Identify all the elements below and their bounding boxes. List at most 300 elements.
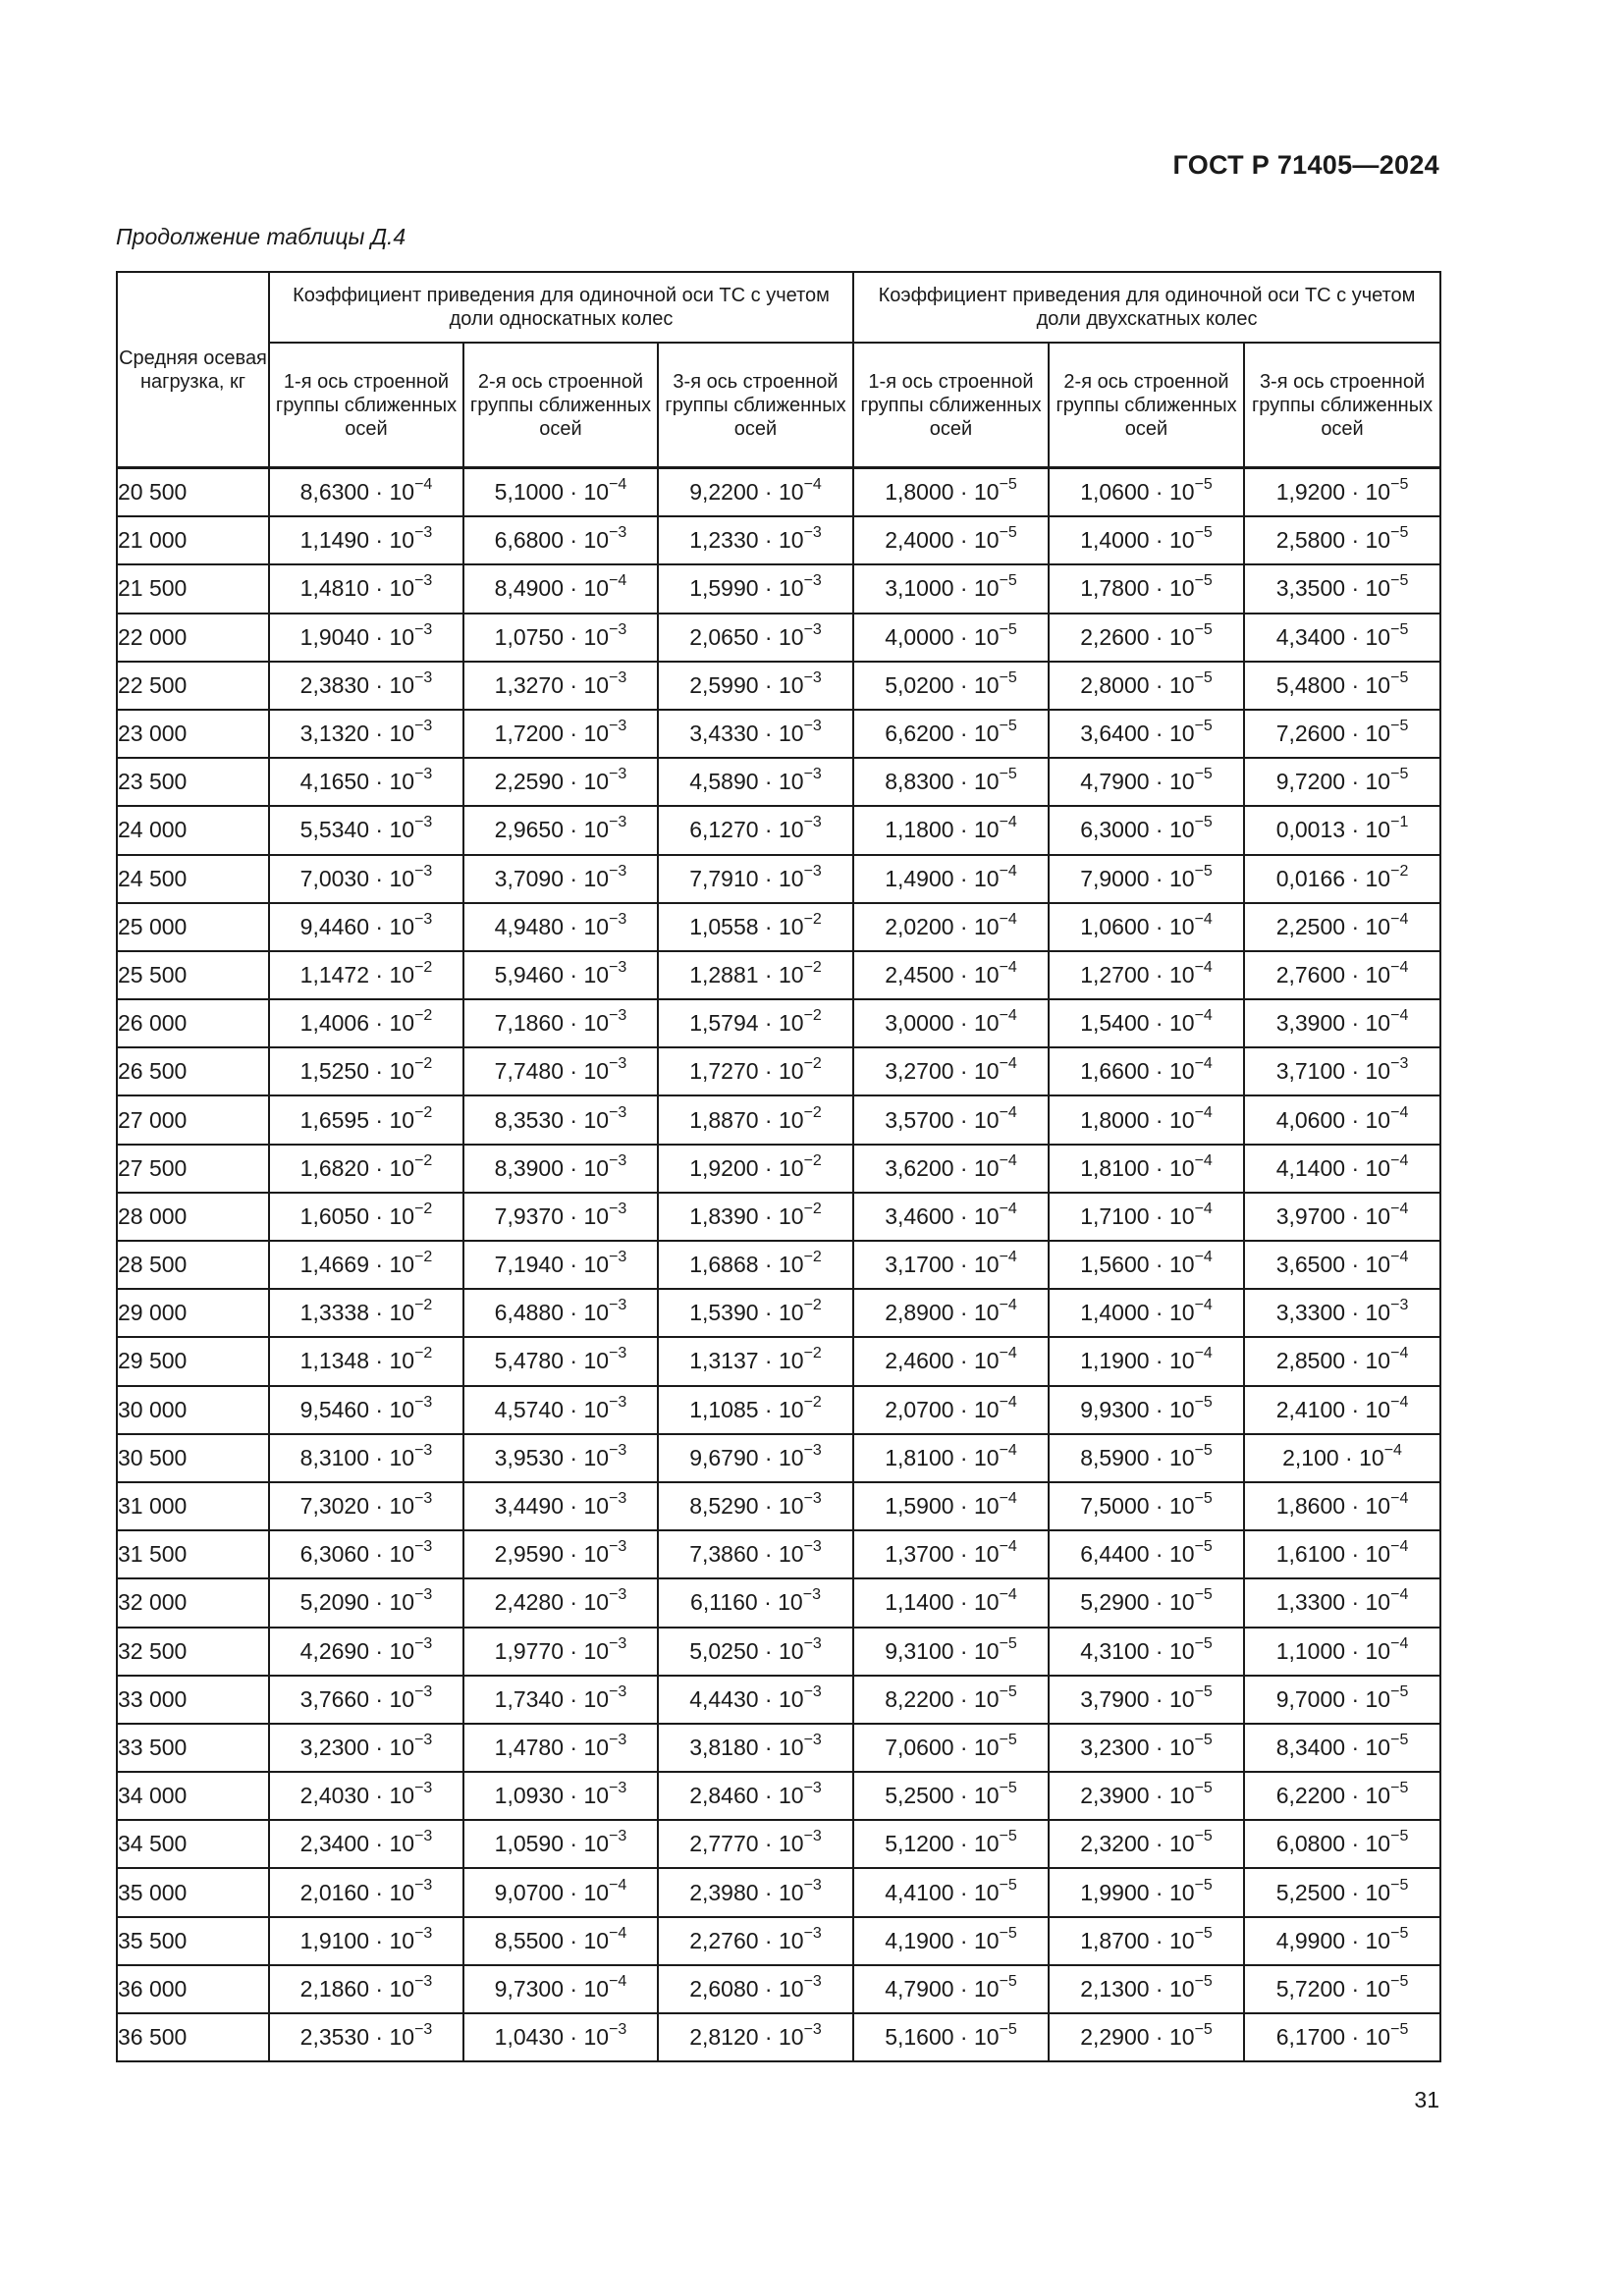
coefficient-exponent: −3 bbox=[803, 572, 822, 590]
coefficient-exponent: −5 bbox=[1390, 766, 1409, 783]
coefficient-cell: $5,1000 \cdot 10^{-4}$ bbox=[463, 468, 658, 517]
coefficient-exponent: −2 bbox=[803, 958, 822, 976]
coefficient-cell: $2,3400 \cdot 10^{-3}$ bbox=[269, 1820, 463, 1868]
coefficient-exponent: −5 bbox=[999, 1972, 1017, 1990]
coefficient-mantissa: 1,3270 bbox=[494, 671, 565, 698]
coefficient-cell: $1,7340 \cdot 10^{-3}$ bbox=[463, 1676, 658, 1724]
coefficient-mantissa: 5,4780 bbox=[494, 1348, 565, 1374]
coefficient-exponent: −4 bbox=[999, 862, 1017, 880]
coefficient-cell: $4,7900 \cdot 10^{-5}$ bbox=[853, 1965, 1049, 2013]
coefficient-mantissa: 9,2200 bbox=[689, 479, 759, 506]
coefficient-cell: $7,9000 \cdot 10^{-5}$ bbox=[1049, 855, 1244, 903]
table-row bbox=[117, 1241, 1440, 1289]
coefficient-cell: $3,2300 \cdot 10^{-3}$ bbox=[269, 1724, 463, 1772]
coefficient-mantissa: 2,4100 bbox=[1275, 1396, 1346, 1422]
coefficient-exponent: −2 bbox=[414, 958, 433, 976]
table-row bbox=[117, 516, 1440, 564]
coefficient-cell: $1,1900 \cdot 10^{-4}$ bbox=[1049, 1337, 1244, 1385]
coefficient-mantissa: 5,5340 bbox=[299, 817, 370, 843]
coefficient-exponent: −5 bbox=[1194, 668, 1213, 686]
coefficient-exponent: −3 bbox=[803, 766, 822, 783]
coefficient-mantissa: 1,1900 bbox=[1080, 1348, 1150, 1374]
coefficient-mantissa: 9,6790 bbox=[689, 1444, 759, 1470]
coefficient-cell: $9,7300 \cdot 10^{-4}$ bbox=[463, 1965, 658, 2013]
coefficient-cell: $7,1940 \cdot 10^{-3}$ bbox=[463, 1241, 658, 1289]
coefficient-exponent: −4 bbox=[999, 958, 1017, 976]
coefficient-cell: $1,7100 \cdot 10^{-4}$ bbox=[1049, 1193, 1244, 1241]
table-row bbox=[117, 1482, 1440, 1530]
coefficient-exponent: −3 bbox=[414, 668, 433, 686]
coefficient-mantissa: 9,0700 bbox=[494, 1879, 565, 1905]
coefficient-mantissa: 8,8300 bbox=[885, 769, 954, 795]
coefficient-exponent: −5 bbox=[1194, 1538, 1213, 1556]
coefficient-cell: $5,4800 \cdot 10^{-5}$ bbox=[1244, 662, 1440, 710]
table-row bbox=[117, 1772, 1440, 1820]
table-row bbox=[117, 614, 1440, 662]
coefficient-cell: $6,1160 \cdot 10^{-3}$ bbox=[658, 1578, 853, 1627]
coefficient-exponent: −4 bbox=[803, 476, 822, 494]
axle-load-cell: 28 000 bbox=[117, 1193, 269, 1241]
coefficient-cell: $7,3860 \cdot 10^{-3}$ bbox=[658, 1530, 853, 1578]
coefficient-exponent: −5 bbox=[999, 1634, 1017, 1652]
coefficient-cell: $4,1400 \cdot 10^{-4}$ bbox=[1244, 1145, 1440, 1193]
coefficient-cell: $5,0250 \cdot 10^{-3}$ bbox=[658, 1628, 853, 1676]
coefficient-mantissa: 3,4490 bbox=[494, 1493, 565, 1520]
coefficient-mantissa: 3,1000 bbox=[885, 575, 954, 602]
coefficient-cell: $4,0600 \cdot 10^{-4}$ bbox=[1244, 1095, 1440, 1144]
coefficient-cell: $1,6820 \cdot 10^{-2}$ bbox=[269, 1145, 463, 1193]
coefficient-mantissa: 2,0700 bbox=[885, 1396, 954, 1422]
table-row bbox=[117, 1145, 1440, 1193]
coefficient-exponent: −2 bbox=[803, 1200, 822, 1217]
axle-load-cell: 30 500 bbox=[117, 1434, 269, 1482]
coefficient-exponent: −2 bbox=[414, 1200, 433, 1217]
coefficient-cell: $1,1000 \cdot 10^{-4}$ bbox=[1244, 1628, 1440, 1676]
coefficient-mantissa: 1,0930 bbox=[494, 1783, 565, 1809]
coefficient-cell: $3,2300 \cdot 10^{-5}$ bbox=[1049, 1724, 1244, 1772]
coefficient-mantissa: 2,7770 bbox=[689, 1831, 759, 1857]
coefficient-cell: $1,6600 \cdot 10^{-4}$ bbox=[1049, 1047, 1244, 1095]
coefficient-cell: $8,3400 \cdot 10^{-5}$ bbox=[1244, 1724, 1440, 1772]
coefficient-mantissa: 5,2900 bbox=[1080, 1589, 1150, 1616]
coefficient-mantissa: 4,5890 bbox=[689, 769, 759, 795]
coefficient-cell: $3,9700 \cdot 10^{-4}$ bbox=[1244, 1193, 1440, 1241]
axle-load-cell: 22 000 bbox=[117, 614, 269, 662]
coefficient-cell: $1,5250 \cdot 10^{-2}$ bbox=[269, 1047, 463, 1095]
coefficient-mantissa: 4,5740 bbox=[494, 1396, 565, 1422]
coefficient-cell: $4,5890 \cdot 10^{-3}$ bbox=[658, 758, 853, 806]
coefficient-mantissa: 4,7900 bbox=[1080, 769, 1150, 795]
table-body bbox=[117, 468, 1440, 2062]
coefficient-cell: $5,0200 \cdot 10^{-5}$ bbox=[853, 662, 1049, 710]
coefficient-exponent: −3 bbox=[803, 524, 822, 542]
axle-load-cell: 32 500 bbox=[117, 1628, 269, 1676]
coefficient-exponent: −2 bbox=[803, 1345, 822, 1362]
coefficient-exponent: −5 bbox=[1194, 1634, 1213, 1652]
coefficient-mantissa: 5,4800 bbox=[1275, 671, 1346, 698]
coefficient-exponent: −2 bbox=[1390, 862, 1409, 880]
coefficient-exponent: −4 bbox=[999, 1151, 1017, 1169]
coefficient-cell: $7,2600 \cdot 10^{-5}$ bbox=[1244, 710, 1440, 758]
coefficient-exponent: −4 bbox=[1194, 1200, 1213, 1217]
coefficient-mantissa: 8,5290 bbox=[689, 1493, 759, 1520]
coefficient-mantissa: 2,5800 bbox=[1275, 527, 1346, 554]
coefficient-cell: $2,6080 \cdot 10^{-3}$ bbox=[658, 1965, 853, 2013]
coefficient-mantissa: 4,7900 bbox=[885, 1975, 954, 2002]
coefficient-mantissa: 3,9700 bbox=[1275, 1202, 1346, 1229]
coefficient-exponent: −2 bbox=[803, 1055, 822, 1073]
axle-column-header: 2-я ось строенной группы сближенных осей bbox=[1049, 343, 1244, 468]
coefficient-cell: $1,1800 \cdot 10^{-4}$ bbox=[853, 806, 1049, 854]
coefficient-mantissa: 1,8000 bbox=[885, 479, 954, 506]
coefficient-cell: $3,6500 \cdot 10^{-4}$ bbox=[1244, 1241, 1440, 1289]
coefficient-cell: $2,0650 \cdot 10^{-3}$ bbox=[658, 614, 853, 662]
coefficient-cell: $7,7910 \cdot 10^{-3}$ bbox=[658, 855, 853, 903]
coefficient-exponent: −5 bbox=[1194, 718, 1213, 735]
coefficient-mantissa: 1,5600 bbox=[1080, 1252, 1150, 1278]
axle-load-cell: 32 000 bbox=[117, 1578, 269, 1627]
coefficient-mantissa: 1,5990 bbox=[689, 575, 759, 602]
coefficient-exponent: −3 bbox=[803, 1972, 822, 1990]
coefficient-exponent: −2 bbox=[414, 1151, 433, 1169]
coefficient-cell: $1,7800 \cdot 10^{-5}$ bbox=[1049, 564, 1244, 613]
coefficient-mantissa: 2,0650 bbox=[689, 623, 759, 650]
coefficient-mantissa: 2,9590 bbox=[494, 1541, 565, 1568]
coefficient-cell: $1,9100 \cdot 10^{-3}$ bbox=[269, 1917, 463, 1965]
coefficient-mantissa: 3,7900 bbox=[1080, 1685, 1150, 1712]
coefficient-mantissa: 2,4000 bbox=[885, 527, 954, 554]
coefficient-mantissa: 9,3100 bbox=[885, 1637, 954, 1664]
coefficient-cell: $1,8390 \cdot 10^{-2}$ bbox=[658, 1193, 853, 1241]
coefficient-mantissa: 6,2200 bbox=[1275, 1783, 1346, 1809]
coefficient-mantissa: 3,7100 bbox=[1275, 1058, 1346, 1085]
axle-load-cell: 23 000 bbox=[117, 710, 269, 758]
coefficient-cell: $1,0600 \cdot 10^{-5}$ bbox=[1049, 468, 1244, 517]
coefficient-cell: $6,1270 \cdot 10^{-3}$ bbox=[658, 806, 853, 854]
coefficient-mantissa: 5,7200 bbox=[1275, 1975, 1346, 2002]
coefficient-exponent: −3 bbox=[803, 814, 822, 831]
coefficient-exponent: −3 bbox=[803, 1876, 822, 1894]
axle-load-cell: 24 000 bbox=[117, 806, 269, 854]
coefficient-mantissa: 1,8600 bbox=[1275, 1493, 1346, 1520]
coefficient-cell: $5,4780 \cdot 10^{-3}$ bbox=[463, 1337, 658, 1385]
coefficient-exponent: −5 bbox=[1194, 1924, 1213, 1942]
coefficient-mantissa: 1,1000 bbox=[1275, 1637, 1346, 1664]
coefficient-exponent: −4 bbox=[1390, 1249, 1409, 1266]
table-row bbox=[117, 1337, 1440, 1385]
coefficient-mantissa: 8,3530 bbox=[494, 1106, 565, 1133]
axle-load-cell: 20 500 bbox=[117, 468, 269, 517]
coefficient-cell: $4,1650 \cdot 10^{-3}$ bbox=[269, 758, 463, 806]
coefficient-mantissa: 1,4000 bbox=[1080, 1300, 1150, 1326]
coefficient-exponent: −5 bbox=[999, 1780, 1017, 1797]
coefficient-cell: $2,8000 \cdot 10^{-5}$ bbox=[1049, 662, 1244, 710]
coefficient-exponent: −3 bbox=[414, 620, 433, 638]
coefficient-mantissa: 2,3400 bbox=[299, 1831, 370, 1857]
coefficient-mantissa: 2,100 bbox=[1282, 1444, 1339, 1470]
coefficient-mantissa: 1,4000 bbox=[1080, 527, 1150, 554]
coefficient-exponent: −4 bbox=[1194, 1151, 1213, 1169]
coefficient-exponent: −2 bbox=[414, 1345, 433, 1362]
coefficient-cell: $2,1860 \cdot 10^{-3}$ bbox=[269, 1965, 463, 2013]
coefficient-cell: $1,5390 \cdot 10^{-2}$ bbox=[658, 1289, 853, 1337]
coefficient-mantissa: 3,1320 bbox=[299, 721, 370, 747]
coefficient-cell: $2,5800 \cdot 10^{-5}$ bbox=[1244, 516, 1440, 564]
coefficient-cell: $1,9200 \cdot 10^{-2}$ bbox=[658, 1145, 853, 1193]
coefficient-exponent: −3 bbox=[609, 668, 627, 686]
coefficient-cell: $1,2881 \cdot 10^{-2}$ bbox=[658, 951, 853, 999]
coefficient-exponent: −4 bbox=[999, 1345, 1017, 1362]
coefficient-exponent: −3 bbox=[803, 1682, 822, 1700]
coefficient-mantissa: 3,6500 bbox=[1275, 1252, 1346, 1278]
axle-column-header: 1-я ось строенной группы сближенных осей bbox=[853, 343, 1049, 468]
coefficient-mantissa: 2,3830 bbox=[299, 671, 370, 698]
coefficient-mantissa: 1,5400 bbox=[1080, 1010, 1150, 1037]
coefficient-exponent: −5 bbox=[1194, 476, 1213, 494]
coefficient-cell: $1,1348 \cdot 10^{-2}$ bbox=[269, 1337, 463, 1385]
coefficient-cell: $1,9900 \cdot 10^{-5}$ bbox=[1049, 1868, 1244, 1916]
coefficient-cell: $5,5340 \cdot 10^{-3}$ bbox=[269, 806, 463, 854]
coefficient-cell: $3,7900 \cdot 10^{-5}$ bbox=[1049, 1676, 1244, 1724]
coefficient-exponent: −4 bbox=[999, 1393, 1017, 1411]
page-number: 31 bbox=[1414, 2087, 1439, 2112]
coefficient-cell: $4,2690 \cdot 10^{-3}$ bbox=[269, 1628, 463, 1676]
coefficient-mantissa: 1,6868 bbox=[689, 1252, 759, 1278]
coefficient-exponent: −4 bbox=[999, 814, 1017, 831]
coefficient-cell: $2,0200 \cdot 10^{-4}$ bbox=[853, 903, 1049, 951]
coefficient-cell: $2,2500 \cdot 10^{-4}$ bbox=[1244, 903, 1440, 951]
coefficient-exponent: −3 bbox=[609, 910, 627, 928]
coefficient-exponent: −4 bbox=[1194, 1345, 1213, 1362]
coefficient-mantissa: 1,4006 bbox=[299, 1010, 370, 1037]
coefficient-exponent: −2 bbox=[803, 1007, 822, 1025]
coefficient-mantissa: 3,1700 bbox=[885, 1252, 954, 1278]
coefficient-exponent: −5 bbox=[1390, 620, 1409, 638]
coefficient-cell: $1,4669 \cdot 10^{-2}$ bbox=[269, 1241, 463, 1289]
coefficient-exponent: −3 bbox=[414, 1780, 433, 1797]
coefficient-exponent: −2 bbox=[803, 910, 822, 928]
coefficient-mantissa: 1,7800 bbox=[1080, 575, 1150, 602]
coefficient-exponent: −4 bbox=[999, 1007, 1017, 1025]
coefficient-exponent: −3 bbox=[609, 1731, 627, 1748]
coefficient-exponent: −4 bbox=[1194, 910, 1213, 928]
coefficient-cell: $2,0700 \cdot 10^{-4}$ bbox=[853, 1386, 1049, 1434]
axle-load-cell: 28 500 bbox=[117, 1241, 269, 1289]
coefficient-mantissa: 7,9370 bbox=[494, 1202, 565, 1229]
coefficient-cell: $1,5400 \cdot 10^{-4}$ bbox=[1049, 999, 1244, 1047]
coefficient-exponent: −4 bbox=[1390, 1151, 1409, 1169]
coefficient-cell: $4,7900 \cdot 10^{-5}$ bbox=[1049, 758, 1244, 806]
coefficient-mantissa: 1,1472 bbox=[299, 961, 370, 988]
coefficient-mantissa: 5,0250 bbox=[689, 1637, 759, 1664]
axle-load-cell: 21 000 bbox=[117, 516, 269, 564]
coefficient-cell: $7,9370 \cdot 10^{-3}$ bbox=[463, 1193, 658, 1241]
coefficient-cell: $1,0558 \cdot 10^{-2}$ bbox=[658, 903, 853, 951]
coefficient-exponent: −5 bbox=[999, 1876, 1017, 1894]
coefficient-mantissa: 1,0600 bbox=[1080, 479, 1150, 506]
coefficient-mantissa: 3,7660 bbox=[299, 1685, 370, 1712]
axle-load-cell: 31 000 bbox=[117, 1482, 269, 1530]
coefficient-exponent: −3 bbox=[414, 814, 433, 831]
coefficient-cell: $1,3137 \cdot 10^{-2}$ bbox=[658, 1337, 853, 1385]
coefficient-mantissa: 3,6400 bbox=[1080, 721, 1150, 747]
coefficient-mantissa: 1,0750 bbox=[494, 623, 565, 650]
axle-load-cell: 26 000 bbox=[117, 999, 269, 1047]
coefficient-exponent: −4 bbox=[1194, 1055, 1213, 1073]
coefficient-exponent: −3 bbox=[414, 524, 433, 542]
coefficient-cell: $1,7270 \cdot 10^{-2}$ bbox=[658, 1047, 853, 1095]
coefficient-exponent: −3 bbox=[609, 1682, 627, 1700]
coefficient-exponent: −5 bbox=[1194, 1490, 1213, 1508]
axle-load-cell: 35 000 bbox=[117, 1868, 269, 1916]
coefficient-exponent: −4 bbox=[1390, 1393, 1409, 1411]
coefficient-mantissa: 9,7300 bbox=[494, 1975, 565, 2002]
coefficient-cell: $4,3400 \cdot 10^{-5}$ bbox=[1244, 614, 1440, 662]
axle-load-cell: 27 500 bbox=[117, 1145, 269, 1193]
coefficient-cell: $3,4490 \cdot 10^{-3}$ bbox=[463, 1482, 658, 1530]
coefficient-mantissa: 4,9900 bbox=[1275, 1927, 1346, 1953]
table-row bbox=[117, 710, 1440, 758]
coefficient-cell: $0,0166 \cdot 10^{-2}$ bbox=[1244, 855, 1440, 903]
coefficient-cell: $3,7660 \cdot 10^{-3}$ bbox=[269, 1676, 463, 1724]
coefficient-exponent: −4 bbox=[1194, 1297, 1213, 1314]
coefficient-cell: $8,3530 \cdot 10^{-3}$ bbox=[463, 1095, 658, 1144]
coefficient-mantissa: 2,4500 bbox=[885, 961, 954, 988]
axle-load-cell: 34 500 bbox=[117, 1820, 269, 1868]
coefficient-exponent: −3 bbox=[803, 1441, 822, 1459]
coefficient-exponent: −3 bbox=[803, 1924, 822, 1942]
coefficient-cell: $2,0160 \cdot 10^{-3}$ bbox=[269, 1868, 463, 1916]
coefficient-mantissa: 6,0800 bbox=[1275, 1831, 1346, 1857]
coefficient-exponent: −3 bbox=[803, 668, 822, 686]
axle-load-cell: 24 500 bbox=[117, 855, 269, 903]
coefficient-mantissa: 2,3900 bbox=[1080, 1783, 1150, 1809]
coefficient-mantissa: 2,3200 bbox=[1080, 1831, 1150, 1857]
axle-load-cell: 34 000 bbox=[117, 1772, 269, 1820]
coefficient-exponent: −3 bbox=[414, 1972, 433, 1990]
coefficient-exponent: −3 bbox=[414, 862, 433, 880]
coefficient-exponent: −4 bbox=[999, 1103, 1017, 1121]
coefficient-cell: $4,4100 \cdot 10^{-5}$ bbox=[853, 1868, 1049, 1916]
coefficient-cell: $1,6595 \cdot 10^{-2}$ bbox=[269, 1095, 463, 1144]
coefficient-exponent: −2 bbox=[803, 1103, 822, 1121]
coefficient-cell: $1,4900 \cdot 10^{-4}$ bbox=[853, 855, 1049, 903]
coefficient-mantissa: 1,4810 bbox=[299, 575, 370, 602]
coefficient-cell: $3,1320 \cdot 10^{-3}$ bbox=[269, 710, 463, 758]
coefficient-cell: $1,4780 \cdot 10^{-3}$ bbox=[463, 1724, 658, 1772]
coefficient-exponent: −5 bbox=[1194, 1972, 1213, 1990]
coefficient-mantissa: 7,3020 bbox=[299, 1493, 370, 1520]
coefficient-mantissa: 5,2090 bbox=[299, 1589, 370, 1616]
coefficient-cell: $2,3530 \cdot 10^{-3}$ bbox=[269, 2013, 463, 2061]
coefficient-mantissa: 3,7090 bbox=[494, 865, 565, 891]
coefficient-exponent: −5 bbox=[1194, 620, 1213, 638]
coefficient-exponent: −5 bbox=[1390, 1731, 1409, 1748]
coefficient-cell: $5,2900 \cdot 10^{-5}$ bbox=[1049, 1578, 1244, 1627]
coefficient-cell: $1,8600 \cdot 10^{-4}$ bbox=[1244, 1482, 1440, 1530]
coefficient-cell: $8,6300 \cdot 10^{-4}$ bbox=[269, 468, 463, 517]
dual-wheel-group-header: Коэффициент приведения для одиночной оси ТС с учетом доли двухскатных колес bbox=[853, 272, 1440, 343]
coefficient-mantissa: 5,2500 bbox=[885, 1783, 954, 1809]
coefficient-exponent: −2 bbox=[803, 1297, 822, 1314]
coefficient-cell: $1,0600 \cdot 10^{-4}$ bbox=[1049, 903, 1244, 951]
coefficient-exponent: −3 bbox=[609, 1007, 627, 1025]
coefficient-mantissa: 2,4280 bbox=[494, 1589, 565, 1616]
coefficient-exponent: −2 bbox=[414, 1007, 433, 1025]
coefficient-cell: $2,4000 \cdot 10^{-5}$ bbox=[853, 516, 1049, 564]
coefficient-cell: $6,6200 \cdot 10^{-5}$ bbox=[853, 710, 1049, 758]
coefficient-exponent: −5 bbox=[999, 620, 1017, 638]
coefficient-exponent: −5 bbox=[1390, 1780, 1409, 1797]
coefficient-mantissa: 1,6100 bbox=[1275, 1541, 1346, 1568]
coefficient-mantissa: 8,5900 bbox=[1080, 1444, 1150, 1470]
coefficient-exponent: −5 bbox=[1390, 718, 1409, 735]
coefficient-exponent: −4 bbox=[1390, 1103, 1409, 1121]
coefficient-mantissa: 2,8500 bbox=[1275, 1348, 1346, 1374]
coefficient-mantissa: 8,3400 bbox=[1275, 1734, 1346, 1760]
coefficient-cell: $2,4600 \cdot 10^{-4}$ bbox=[853, 1337, 1049, 1385]
axle-column-header: 3-я ось строенной группы сближенных осей bbox=[1244, 343, 1440, 468]
coefficient-cell: $6,0800 \cdot 10^{-5}$ bbox=[1244, 1820, 1440, 1868]
coefficient-mantissa: 7,7480 bbox=[494, 1058, 565, 1085]
coefficient-cell: $7,1860 \cdot 10^{-3}$ bbox=[463, 999, 658, 1047]
coefficient-exponent: −4 bbox=[1390, 910, 1409, 928]
coefficient-mantissa: 1,7340 bbox=[494, 1685, 565, 1712]
coefficient-exponent: −3 bbox=[414, 1393, 433, 1411]
axle-load-cell: 33 000 bbox=[117, 1676, 269, 1724]
coefficient-exponent: −3 bbox=[414, 718, 433, 735]
coefficient-exponent: −3 bbox=[609, 1490, 627, 1508]
coefficient-mantissa: 1,4900 bbox=[885, 865, 954, 891]
coefficient-mantissa: 1,9200 bbox=[689, 1154, 759, 1181]
coefficient-cell: $8,5290 \cdot 10^{-3}$ bbox=[658, 1482, 853, 1530]
coefficient-cell: $6,1700 \cdot 10^{-5}$ bbox=[1244, 2013, 1440, 2061]
table-row bbox=[117, 806, 1440, 854]
coefficient-exponent: −5 bbox=[999, 1828, 1017, 1845]
coefficient-cell: $3,6200 \cdot 10^{-4}$ bbox=[853, 1145, 1049, 1193]
coefficient-exponent: −2 bbox=[414, 1249, 433, 1266]
coefficient-exponent: −4 bbox=[999, 1249, 1017, 1266]
coefficient-cell: $1,5600 \cdot 10^{-4}$ bbox=[1049, 1241, 1244, 1289]
coefficient-exponent: −4 bbox=[609, 572, 627, 590]
coefficient-mantissa: 1,7200 bbox=[494, 721, 565, 747]
coefficient-exponent: −5 bbox=[1194, 1682, 1213, 1700]
coefficient-cell: $7,0030 \cdot 10^{-3}$ bbox=[269, 855, 463, 903]
coefficient-mantissa: 1,2330 bbox=[689, 527, 759, 554]
coefficient-cell: $1,1472 \cdot 10^{-2}$ bbox=[269, 951, 463, 999]
coefficient-exponent: −4 bbox=[609, 476, 627, 494]
coefficient-exponent: −4 bbox=[1390, 958, 1409, 976]
coefficient-cell: $8,2200 \cdot 10^{-5}$ bbox=[853, 1676, 1049, 1724]
coefficient-exponent: −3 bbox=[609, 814, 627, 831]
coefficient-mantissa: 2,3980 bbox=[689, 1879, 759, 1905]
coefficient-exponent: −3 bbox=[414, 1924, 433, 1942]
coefficient-cell: $2,9650 \cdot 10^{-3}$ bbox=[463, 806, 658, 854]
coefficient-mantissa: 3,9530 bbox=[494, 1444, 565, 1470]
coefficient-exponent: −3 bbox=[609, 862, 627, 880]
coefficient-exponent: −5 bbox=[1390, 1828, 1409, 1845]
coefficient-mantissa: 2,2600 bbox=[1080, 623, 1150, 650]
coefficient-mantissa: 1,2700 bbox=[1080, 961, 1150, 988]
coefficient-mantissa: 1,1085 bbox=[689, 1396, 759, 1422]
coefficient-mantissa: 1,6595 bbox=[299, 1106, 370, 1133]
coefficient-cell: $7,3020 \cdot 10^{-3}$ bbox=[269, 1482, 463, 1530]
coefficient-exponent: −4 bbox=[999, 1538, 1017, 1556]
coefficient-mantissa: 9,9300 bbox=[1080, 1396, 1150, 1422]
coefficient-exponent: −3 bbox=[803, 2021, 822, 2039]
coefficient-exponent: −5 bbox=[1390, 1682, 1409, 1700]
coefficient-mantissa: 7,0030 bbox=[299, 865, 370, 891]
